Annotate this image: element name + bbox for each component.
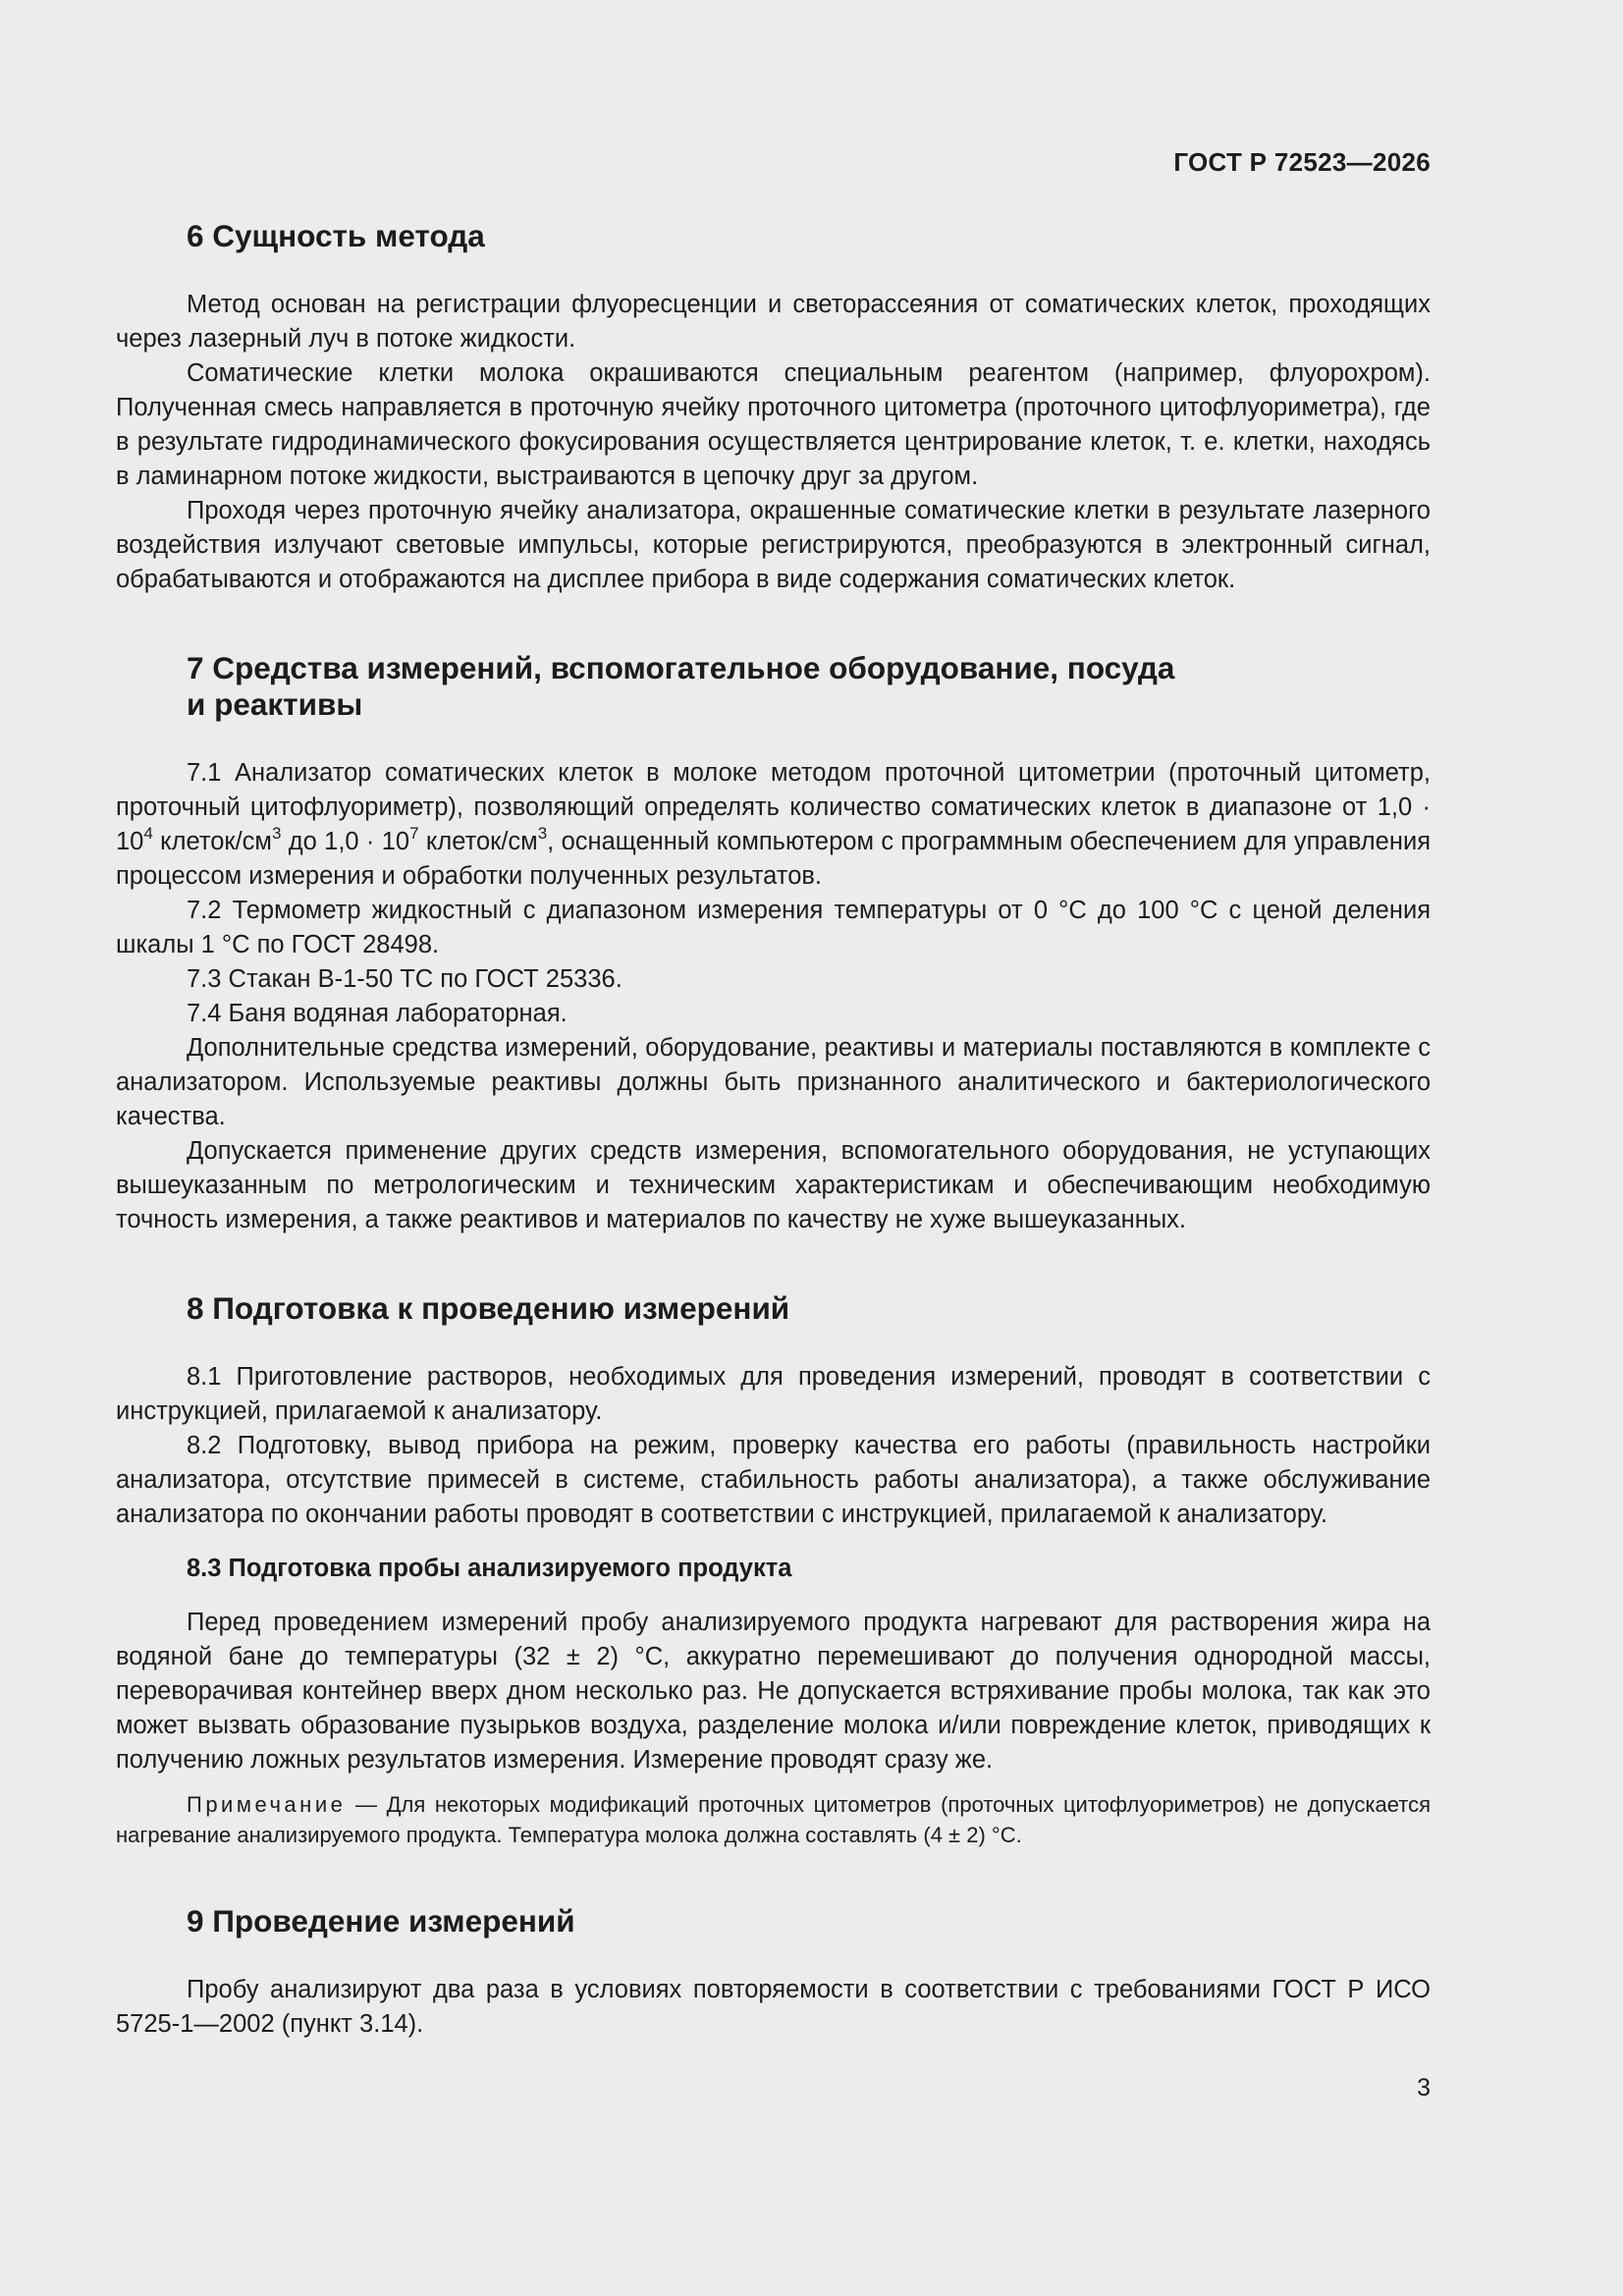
page-number: 3 bbox=[1417, 2074, 1431, 2102]
section-8-3-paragraph: Перед проведением измерений пробу анализируемого продукта нагревают для растворения жира на водяной бане до температуры (32 ± 2) °С, аккуратно перемешивают до получения однородной массы, переворачивая контейнер вверх дном несколько раз. Не допускается встряхивание пробы молока, так как это может вызвать образование пузырьков воздуха, разделение молока и/или повреждение клеток, приводящих к получению ложных результатов измерения. Измерение проводят сразу же. bbox=[116, 1609, 1431, 1774]
section-8-2: 8.2 Подготовку, вывод прибора на режим, проверку качества его работы (правильность настройки анализатора, отсутствие примесей в системе, стабильность работы анализатора), а также обслуживание анализатора по окончании работы проводят в соответствии с инструкцией, прилагаемой к анализатору. bbox=[116, 1432, 1431, 1528]
text-run: клеток/см bbox=[418, 828, 538, 855]
text-run: 7.1 Анализатор соматических клеток в молоке методом проточной цитометрии (проточный цитометр, проточный цитофлуориметр), позволяющий определять количество соматических клеток в диапазоне от 1,0 · 10 bbox=[116, 759, 1431, 855]
section-9-title: 9 Проведение измерений bbox=[187, 1903, 575, 1939]
superscript: 3 bbox=[271, 823, 282, 843]
superscript: 3 bbox=[537, 823, 548, 843]
section-7-3: 7.3 Стакан В-1-50 ТС по ГОСТ 25336. bbox=[187, 965, 622, 993]
section-7-paragraph-6: Допускается применение других средств измерения, вспомогательного оборудования, не уступающих вышеуказанным по метрологическим и техническим характеристикам и обеспечивающим необходимую точность измерения, а также реактивов и материалов по качеству не хуже вышеуказанных. bbox=[116, 1137, 1431, 1233]
section-7-2: 7.2 Термометр жидкостный с диапазоном измерения температуры от 0 °С до 100 °С с ценой деления шкалы 1 °С по ГОСТ 28498. bbox=[116, 897, 1431, 958]
section-6-title: 6 Сущность метода bbox=[187, 218, 485, 253]
note-label: Примечание bbox=[187, 1792, 347, 1817]
section-7-title-line-2: и реактивы bbox=[187, 686, 363, 722]
document-body bbox=[116, 218, 1431, 2042]
section-6-paragraph-3: Проходя через проточную ячейку анализатора, окрашенные соматические клетки в результате лазерного воздействия излучают световые импульсы, которые регистрируются, преобразуются в электронный сигнал, обрабатываются и отображаются на дисплее прибора в виде содержания соматических клеток. bbox=[116, 497, 1431, 593]
section-9-paragraph-1: Пробу анализируют два раза в условиях повторяемости в соответствии с требованиями ГОСТ Р ИСО 5725-1—2002 (пункт 3.14). bbox=[116, 1976, 1431, 2038]
document-header: ГОСТ Р 72523—2026 bbox=[1173, 147, 1431, 177]
note bbox=[116, 1789, 1431, 1850]
text-run: , оснащенный компьютером с программным обеспечением для управления процессом измерения и обработки полученных результатов. bbox=[116, 828, 1431, 890]
superscript: 4 bbox=[143, 823, 153, 843]
superscript: 7 bbox=[409, 823, 419, 843]
section-7-paragraph-5: Дополнительные средства измерений, оборудование, реактивы и материалы поставляются в комплекте с анализатором. Используемые реактивы должны быть признанного аналитического и бактериологического качества. bbox=[116, 1034, 1431, 1130]
section-7-title bbox=[116, 650, 1431, 723]
section-6-paragraph-2: Соматические клетки молока окрашиваются специальным реагентом (например, флуорохром). Полученная смесь направляется в проточную ячейку проточного цитометра (проточного цитофлуориметра), где в результате гидродинамического фокусирования осуществляется центрирование клеток, т. е. клетки, находясь в ламинарном потоке жидкости, выстраиваются в цепочку друг за другом. bbox=[116, 359, 1431, 490]
text-run: до 1,0 · 10 bbox=[281, 828, 410, 855]
section-8-3-title: 8.3 Подготовка пробы анализируемого продукта bbox=[187, 1555, 792, 1582]
section-7-title-line-1: 7 Средства измерений, вспомогательное оборудование, посуда bbox=[187, 650, 1175, 685]
section-8-1: 8.1 Приготовление растворов, необходимых для проведения измерений, проводят в соответствии с инструкцией, прилагаемой к анализатору. bbox=[116, 1363, 1431, 1425]
text-run: клеток/см bbox=[152, 828, 272, 855]
section-7-1 bbox=[116, 756, 1431, 894]
section-7-4: 7.4 Баня водяная лабораторная. bbox=[187, 1000, 568, 1027]
section-6-paragraph-1: Метод основан на регистрации флуоресценции и светорассеяния от соматических клеток, проходящих через лазерный луч в потоке жидкости. bbox=[116, 291, 1431, 353]
note-text: — Для некоторых модификаций проточных цитометров (проточных цитофлуориметров) не допускается нагревание анализируемого продукта. Температура молока должна составлять (4 ± 2) °С. bbox=[116, 1792, 1431, 1847]
section-8-title: 8 Подготовка к проведению измерений bbox=[187, 1290, 790, 1326]
